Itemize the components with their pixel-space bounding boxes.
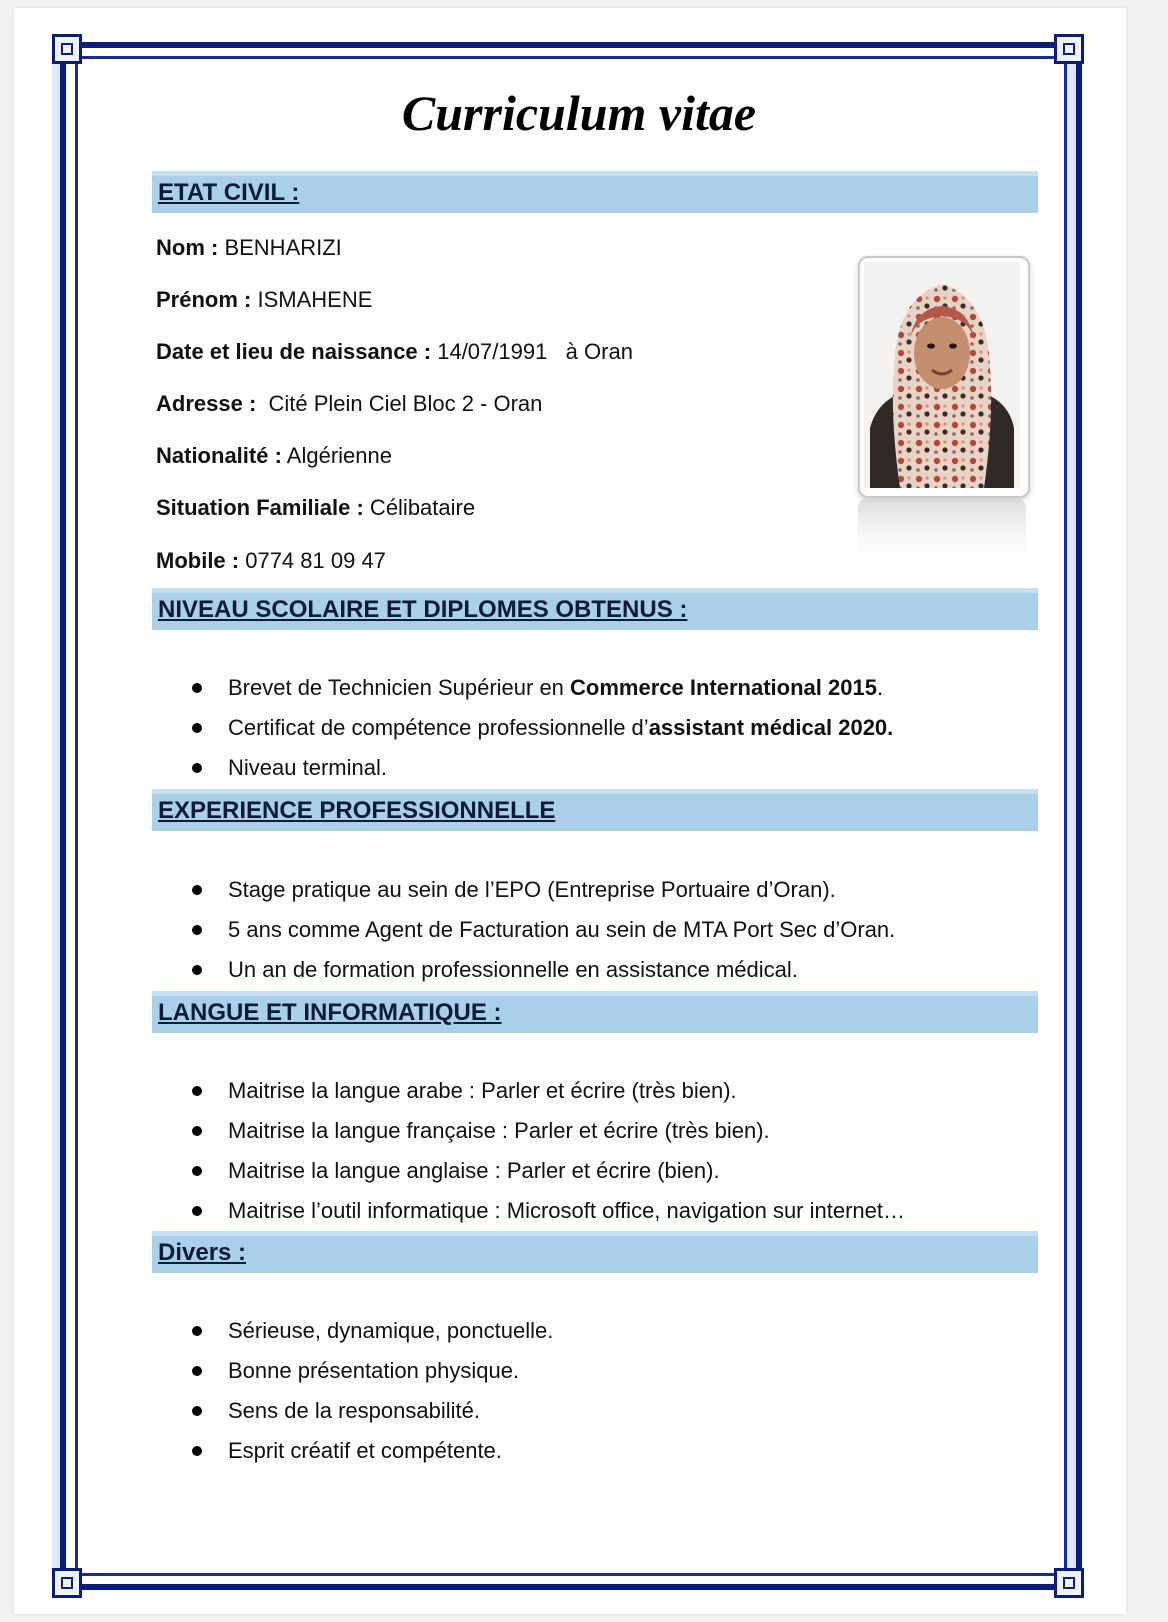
section-diplomes — [152, 588, 1038, 630]
field-nationalite — [156, 443, 392, 469]
list-item: Bonne présentation physique. — [192, 1351, 553, 1391]
field-label: Mobile : — [156, 548, 240, 573]
list-item: Sens de la responsabilité. — [192, 1391, 553, 1431]
field-label: Adresse : — [156, 391, 257, 416]
field-prenom — [156, 287, 372, 313]
cv-content — [14, 8, 1126, 1614]
field-value: Algérienne — [281, 443, 392, 468]
page-title: Curriculum vitae — [401, 85, 757, 141]
list-item: Stage pratique au sein de l’EPO (Entreprise Portuaire d’Oran). — [192, 870, 895, 910]
field-value: ISMAHENE — [251, 287, 373, 312]
section-langues — [152, 991, 1038, 1033]
field-label: Prénom : — [156, 287, 252, 312]
list-item: Sérieuse, dynamique, ponctuelle. — [192, 1311, 553, 1351]
section-heading: LANGUE ET INFORMATIQUE : — [158, 999, 502, 1026]
list-item: Maitrise l’outil informatique : Microsoft office, navigation sur internet… — [192, 1191, 905, 1231]
field-label: Date et lieu de naissance : — [156, 339, 432, 364]
list-item: Brevet de Technicien Supérieur en Commerce International 2015. — [192, 668, 893, 708]
field-naissance — [156, 339, 633, 365]
field-value: Cité Plein Ciel Bloc 2 - Oran — [256, 391, 543, 416]
section-heading: NIVEAU SCOLAIRE ET DIPLOMES OBTENUS : — [158, 596, 688, 623]
diplomes-list — [192, 668, 893, 788]
field-label: Situation Familiale : — [156, 495, 364, 520]
experience-list — [192, 870, 895, 990]
section-heading: EXPERIENCE PROFESSIONNELLE — [158, 797, 556, 824]
section-experience — [152, 789, 1038, 831]
photo-reflection — [858, 498, 1026, 562]
cv-page — [14, 8, 1126, 1614]
field-value: Célibataire — [363, 495, 476, 520]
field-value: 0774 81 09 47 — [239, 548, 386, 573]
langues-list — [192, 1071, 905, 1231]
list-item: Esprit créatif et compétente. — [192, 1431, 553, 1471]
section-etat-civil — [152, 171, 1038, 213]
section-heading: Divers : — [158, 1239, 247, 1266]
field-value: BENHARIZI — [218, 235, 342, 260]
field-nom — [156, 235, 342, 261]
field-value: 14/07/1991 à Oran — [431, 339, 633, 364]
portrait-photo — [858, 256, 1030, 498]
field-situation — [156, 495, 475, 521]
list-item: 5 ans comme Agent de Facturation au sein de MTA Port Sec d’Oran. — [192, 910, 895, 950]
section-divers — [152, 1231, 1038, 1273]
field-mobile — [156, 548, 386, 574]
list-item: Niveau terminal. — [192, 748, 893, 788]
list-item: Un an de formation professionnelle en assistance médical. — [192, 950, 895, 990]
list-item: Certificat de compétence professionnelle d’assistant médical 2020. — [192, 708, 893, 748]
divers-list — [192, 1311, 553, 1471]
field-label: Nationalité : — [156, 443, 282, 468]
field-adresse — [156, 391, 542, 417]
list-item: Maitrise la langue anglaise : Parler et écrire (bien). — [192, 1151, 905, 1191]
list-item: Maitrise la langue arabe : Parler et écrire (très bien). — [192, 1071, 905, 1111]
portrait-photo-icon — [860, 258, 1024, 492]
list-item: Maitrise la langue française : Parler et écrire (très bien). — [192, 1111, 905, 1151]
section-heading: ETAT CIVIL : — [158, 179, 300, 206]
field-label: Nom : — [156, 235, 219, 260]
